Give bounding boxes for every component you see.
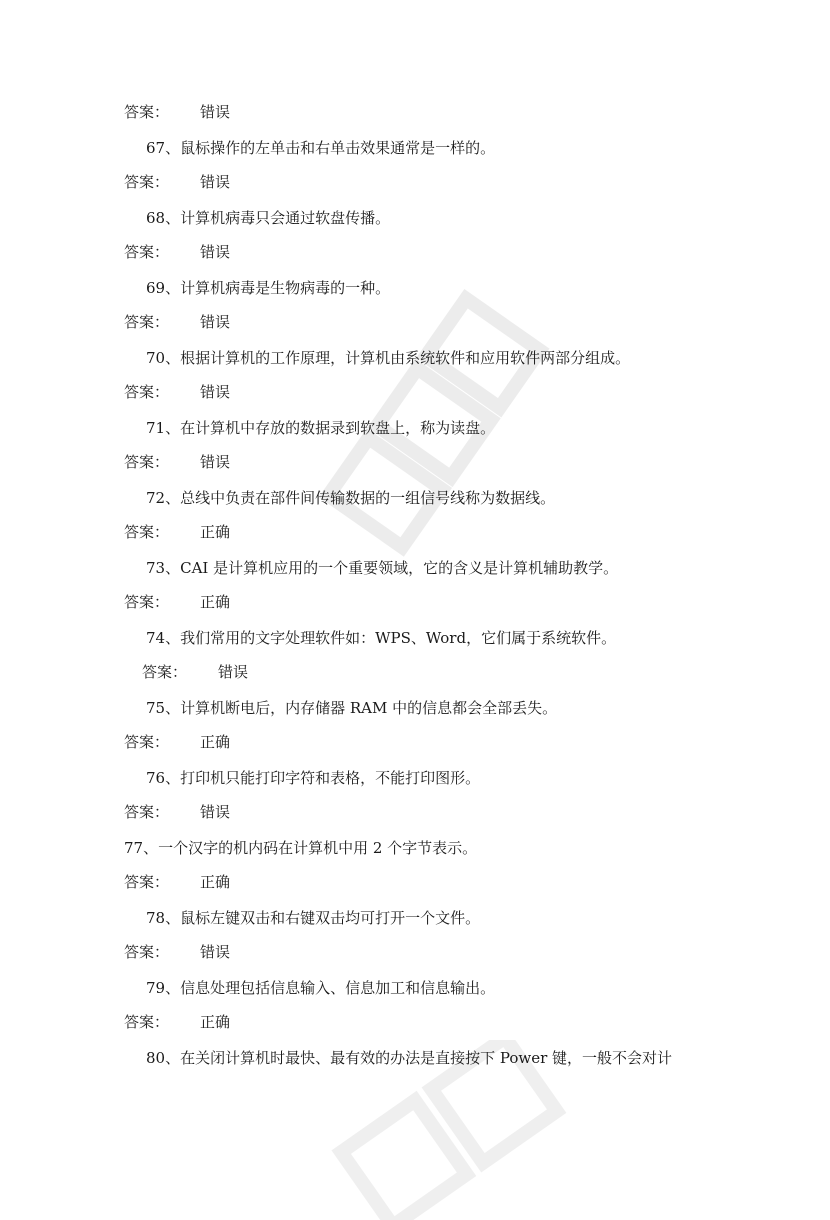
question-text: 77、一个汉字的机内码在计算机中用 2 个字节表示。	[124, 839, 478, 857]
answer-label: 答案：	[124, 873, 170, 891]
answer-line	[124, 872, 230, 892]
answer-line	[124, 452, 230, 472]
answer-line	[124, 102, 230, 122]
answer-label: 答案：	[124, 243, 170, 261]
question-text: 78、鼠标左键双击和右键双击均可打开一个文件。	[146, 909, 481, 927]
question-text: 73、CAI 是计算机应用的一个重要领域，它的含义是计算机辅助教学。	[146, 559, 619, 577]
answer-line	[124, 942, 230, 962]
answer-value: 正确	[200, 593, 231, 611]
question-text: 76、打印机只能打印字符和表格，不能打印图形。	[146, 769, 481, 787]
question-text: 79、信息处理包括信息输入、信息加工和信息输出。	[146, 979, 496, 997]
answer-line	[124, 592, 230, 612]
answer-label: 答案：	[124, 803, 170, 821]
question-text: 75、计算机断电后，内存储器 RAM 中的信息都会全部丢失。	[146, 699, 558, 717]
answer-line	[124, 312, 230, 332]
answer-value: 错误	[200, 943, 231, 961]
answer-label: 答案：	[124, 383, 170, 401]
answer-line	[124, 522, 230, 542]
answer-value: 正确	[200, 733, 231, 751]
answer-label: 答案：	[124, 523, 170, 541]
question-text: 67、鼠标操作的左单击和右单击效果通常是一样的。	[146, 139, 496, 157]
answer-value: 错误	[218, 663, 249, 681]
answer-line	[124, 732, 230, 752]
answer-label: 答案：	[124, 313, 170, 331]
answer-value: 正确	[200, 523, 231, 541]
answer-value: 错误	[200, 243, 231, 261]
answer-label: 答案：	[124, 593, 170, 611]
question-text: 68、计算机病毒只会通过软盘传播。	[146, 209, 391, 227]
answer-value: 错误	[200, 383, 231, 401]
answer-line	[142, 662, 248, 682]
answer-value: 正确	[200, 873, 231, 891]
answer-label: 答案：	[124, 173, 170, 191]
answer-value: 正确	[200, 1013, 231, 1031]
answer-label: 答案：	[124, 1013, 170, 1031]
answer-value: 错误	[200, 173, 231, 191]
answer-value: 错误	[200, 103, 231, 121]
answer-line	[124, 1012, 230, 1032]
answer-value: 错误	[200, 313, 231, 331]
question-text: 80、在关闭计算机时最快、最有效的办法是直接按下 Power 键，一般不会对计	[146, 1049, 673, 1067]
answer-value: 错误	[200, 803, 231, 821]
answer-label: 答案：	[124, 733, 170, 751]
answer-label: 答案：	[124, 943, 170, 961]
question-text: 70、根据计算机的工作原理，计算机由系统软件和应用软件两部分组成。	[146, 349, 631, 367]
answer-label: 答案：	[124, 103, 170, 121]
question-text: 72、总线中负责在部件间传输数据的一组信号线称为数据线。	[146, 489, 556, 507]
answer-label: 答案：	[124, 453, 170, 471]
answer-line	[124, 172, 230, 192]
question-text: 69、计算机病毒是生物病毒的一种。	[146, 279, 391, 297]
answer-line	[124, 382, 230, 402]
answer-line	[124, 802, 230, 822]
answer-value: 错误	[200, 453, 231, 471]
question-text: 71、在计算机中存放的数据录到软盘上，称为读盘。	[146, 419, 496, 437]
question-text: 74、我们常用的文字处理软件如：WPS、Word，它们属于系统软件。	[146, 629, 617, 647]
answer-label: 答案：	[142, 663, 188, 681]
answer-line	[124, 242, 230, 262]
